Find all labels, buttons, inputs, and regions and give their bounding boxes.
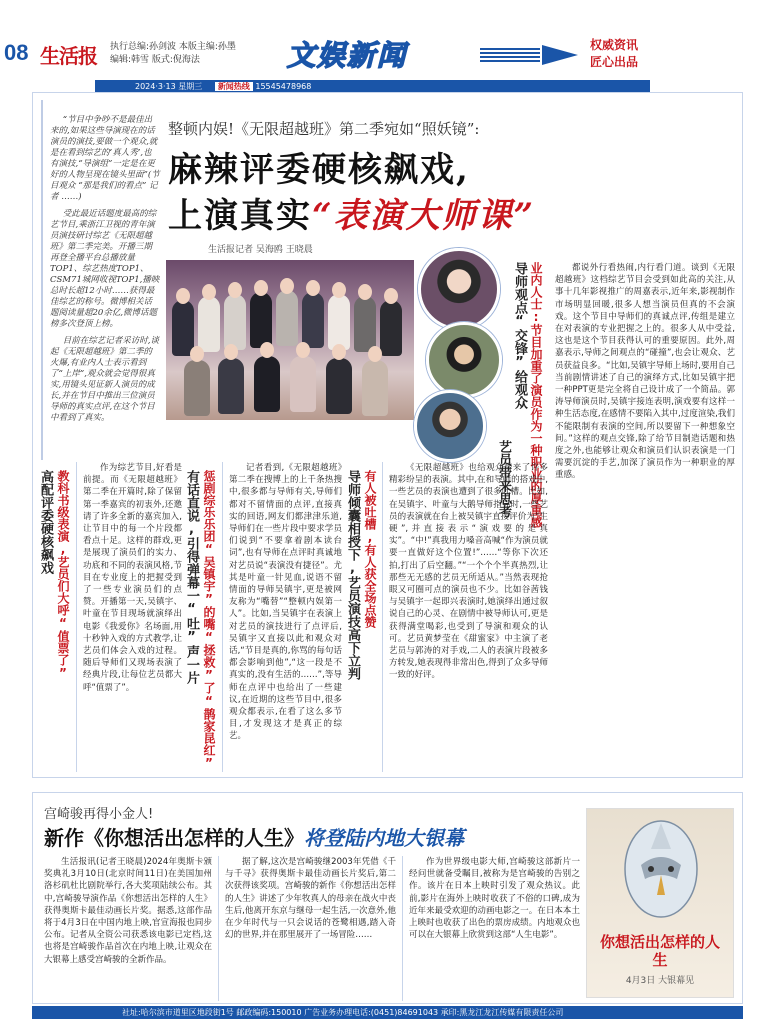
- arrow-icon: [542, 45, 578, 65]
- section-title: 文娱新闻: [287, 39, 408, 72]
- bottom-column: [402, 856, 580, 1001]
- sidebar-paragraph: “节目中争吵不是最佳出来的,如果这些导演现在的话演员的演技,要做一个观众,就是在看到综艺的‘真人秀’,也有演技,“导演组”一定是在更好的人物呈现在镜头里面”(节目观众 “那是我们的看点” 记者 ……): [50, 115, 160, 202]
- headline-line-1: 麻辣评委硬核飙戏,: [168, 150, 470, 190]
- byline: 生活报记者 吴海鸥 王晓晨: [208, 245, 313, 255]
- poster-release: 4月3日 大银幕见: [625, 976, 695, 986]
- column-text: 作为综艺节目,好看是前提。而《无限超越班》第二季在开篇时,除了保留第一季嘉宾的初衷外,还邀请了许多全新的嘉宾加入,让节目中的每一个片段都看点十足。这样的群戏,更是展现了演员们的实力、功底和不同的表演风格,节目在专业度上的把握受到了一些专业演员们的点赞。开播第一天,吴镇宇、叶童在节目现场就演绎出电影《我爱你》名场面,用十秒钟入戏的方式教学,让艺员们体会入戏的过程。随后导师们又现场表演了经典片段,让每位艺员都大呼“值票了”。: [83, 463, 182, 693]
- slogan-line-1: 权威资讯: [590, 38, 639, 52]
- bottom-column: [44, 856, 212, 1001]
- editor-credits: [110, 41, 236, 67]
- sidebar-rule: [41, 100, 43, 460]
- column-text: 《无限超越班》也给观众带来了许多精彩纷呈的表演。其中,在和导师的搭戏中,一些艺员的表演也遭到了很多吐槽。比如,在吴镇宇、叶童与大鹅导师指导时,一些艺员的表演就在台上被吴镇宇直接评价为“生硬”,并直接表示“演戏要的是真实”。“中!”真我用力嗓音高喊“作为演员就要一直做好这个位置!”……“等你下次还拍,打出了后空翻。”“一个个个半真热烈,让那些无无感的艺员无所适从。”当然表现抢眼又可圈可点的演员也不少。比如谷茜钱与吴镇宇一起即兴表演时,她演绎出通过叙说自己的心灵、在剧情中被导师认可,更是获得满堂喝彩,也受到了导演和观众的认可。艺员黄梦莹在《甜蜜家》中主演了老艺员与郭涛的对手戏,二人的表演片段被多方转发,她表现得非常出色,得到了众多导师一致的好评。: [389, 463, 548, 681]
- bottom-kicker: 宫崎骏再得小金人!: [44, 807, 154, 822]
- slogan-line-2: 匠心出品: [590, 55, 639, 69]
- issue-date: 2024·3·13 星期三: [135, 82, 203, 91]
- subhead-c: 有话直说,引得弹幕一“吐”声一片: [184, 470, 199, 684]
- subhead-d: 高配评委硬核飙戏: [38, 470, 53, 574]
- column-text: 生活报讯(记者王晓晨)2024年奥斯卡颁奖典礼3月10日(北京时间11日)在美国加州洛杉矶杜比剧院举行,各大奖项陆续公布。其中,宫崎骏导演作品《你想活出怎样的人生》获得奥斯卡最佳动画长片奖。据悉,这部作品将于4月3日在中国内地上映,官宣海报也同步公布。记者从全资公司获悉该电影已定档,这也将是宫崎骏作品首次在内地上映,让观众在大银幕上感受宫崎骏的全新作品。: [44, 857, 212, 965]
- article-column: [222, 462, 342, 772]
- footer-bar: 社址:哈尔滨市道里区地段街1号 邮政编码:150010 广告业务办理电话:(0451)84691043 承印:黑龙江龙江传媒有限责任公司: [32, 1006, 743, 1019]
- subhead-d-red: 教科书级表演,艺员们大呼“值票了”: [56, 470, 70, 680]
- column-text: 都说外行看热闹,内行看门道。谈到《无限超越班》这档综艺节目会受到如此高的关注,从事十几年影视推广的周嘉表示,近年来,影视制作市场明显回暖,很多人想当演员但真的不会演戏。这个节目中导师们的真诚点评,传组是建立在对表演的专业把握之上的。很多人从中受益,这也是这个节目获得认可的重要原因。此外,周嘉表示,导师之间观点的“碰撞”,也会让观众、艺员获益良多。“比如,吴镇宇导师上场时,要用自己当前剧情讲述了自己的演绎方式,比如吴镇宇把一种PPT更是完全将自己设计成了一个简品。郭涛导师演员时,吴镇宇接连表明,演戏要有这样一种生活态度,在感情不要陷入其中,过度渲染,我们不能限制有表演的空间,所以要留下一种想象空间。”这样的观点交锋,除了给节目制造话题和热度之外,也能够让观众和演员们认识表演是一门需要沉淀的手艺,加深了演员作为一种职业的厚重感。: [555, 263, 735, 481]
- subhead-a-red: 业内人士:节目加重了演员作为一种职业的厚重感: [529, 262, 543, 528]
- section-slogan: [590, 37, 638, 71]
- subhead-b-red: 有人被吐槽,有人获全场点赞: [363, 470, 377, 628]
- mentor-portrait: [426, 322, 502, 398]
- editor-line-1: 执行总编:孙剑波 本版主编:孙墨: [110, 42, 236, 52]
- sidebar-paragraph: 目前在综艺记者采访时,谈起《无限超越班》第二季的火爆,有业内人士表示看到了“上岸”,观众就会觉得很真实,用镜头见证新人演员的成长,并在节目中推出三位演员导师的真实点评,在这个节目中看到了真实。: [50, 336, 159, 423]
- headline-prefix: 上演真实: [168, 196, 312, 236]
- hotline-number: 15545478968: [255, 82, 312, 91]
- movie-poster: [586, 808, 734, 998]
- article-column: [555, 262, 735, 772]
- column-text: 记者看到,《无限超越班》第二季在搜博上的上千条热搜中,很多都与导师有关,导师们都对不留情面的点评,直接真实的回语,网友们都津津乐道,导师们在一些片段中要求学员们说到“不要拿着剧本读台词”,也有导师在点评时真诚地对艺员说“表演没有捷径”。尤其是叶童一针见血,说语不留情面的导师吴镇宇,更是被网友称为“嘴替”“整顿内娱第一人”。比如,当吴镇宇在表演上对艺员的演技进行了点评后,吴镇宇又直接以此和观众对话,“节目是真的,你骂的每句话都会影响到他”,“这一段是不真实的,没有生活的……”,等导师在点评中也给出了一些建议,在近期的这些节目中,很多观众都表示,在看了这么多节目,才发现这才是真正的综艺。: [229, 463, 342, 742]
- subhead-b: 导师倾囊相授下,艺员演技高下立判: [345, 470, 360, 680]
- subhead-c-red: 惩剧综乐乐团“吴镇宇”的嘴“拯救”了“鹊家昆红”: [202, 470, 216, 770]
- mentor-portrait: [418, 248, 500, 330]
- newspaper-logo: 生活报: [40, 44, 97, 68]
- mentor-portrait: [414, 390, 486, 462]
- hotline-label: 新闻热线: [215, 82, 253, 91]
- heron-illustration: [587, 809, 735, 929]
- cast-group-photo: [166, 260, 414, 420]
- article-column: [382, 462, 548, 772]
- sidebar-paragraph: 受此最近话题度最高的综艺节目,乘浙江卫视的青年演员演技研讨综艺《无限超越班》第二季完美。开播三期再登全播平台总播放量TOP1、综艺热度TOP1、CSM71城网收视TOP1,播映总时长超12小时……获得最佳综艺的称号。微博相关话题阅读量超20余亿,微博话题榜多次登顶上榜。: [50, 209, 160, 329]
- poster-title: 你想活出怎样的人生: [599, 933, 720, 969]
- bottom-headline: [44, 822, 464, 851]
- decorative-stripes: [480, 48, 540, 62]
- article-kicker: 整顿内娱!《无限超越班》第二季宛如“照妖镜”:: [168, 120, 480, 138]
- bottom-column: [218, 856, 396, 1001]
- page-number: 08: [4, 40, 29, 65]
- headline-highlight: “表演大师课”: [312, 196, 536, 236]
- bottom-headline-highlight: 将登陆内地大银幕: [304, 826, 464, 850]
- headline-line-2: [168, 188, 535, 237]
- editor-line-2: 编辑:韩雪 版式:倪海法: [110, 55, 200, 65]
- column-text: 据了解,这次是宫崎骏继2003年凭借《千与千寻》获得奥斯卡最佳动画长片奖后,第二次获得该奖项。宫崎骏的新作《你想活出怎样的人生》讲述了少年牧真人的母亲在战火中丧生后,他离开东京与继母一起生活,一次意外,他在少年时代与一只会说话的苍鹭相遇,踏入奇幻的世界,并在那里展开了一场冒险……: [225, 857, 396, 941]
- subhead-a-2: 艺员带来思考: [496, 440, 511, 518]
- article-column: [76, 462, 182, 772]
- bottom-headline-prefix: 新作《你想活出怎样的人生》: [44, 826, 304, 850]
- subhead-a: 导师观点“交锋”给观众: [512, 262, 527, 409]
- column-text: 作为世界级电影大师,宫崎骏这部新片一经问世就备受瞩目,被称为是宫崎骏的告别之作。该片在日本上映时引发了观众热议。此前,影片在海外上映时收获了不俗的口碑,成为近年来最受欢迎的动画电影之一。在日本本土上映时也收获了出色的票房成绩。内地观众也可以在大银幕上欣赏到这部“人生电影”。: [409, 857, 580, 941]
- sidebar-note: [50, 115, 160, 445]
